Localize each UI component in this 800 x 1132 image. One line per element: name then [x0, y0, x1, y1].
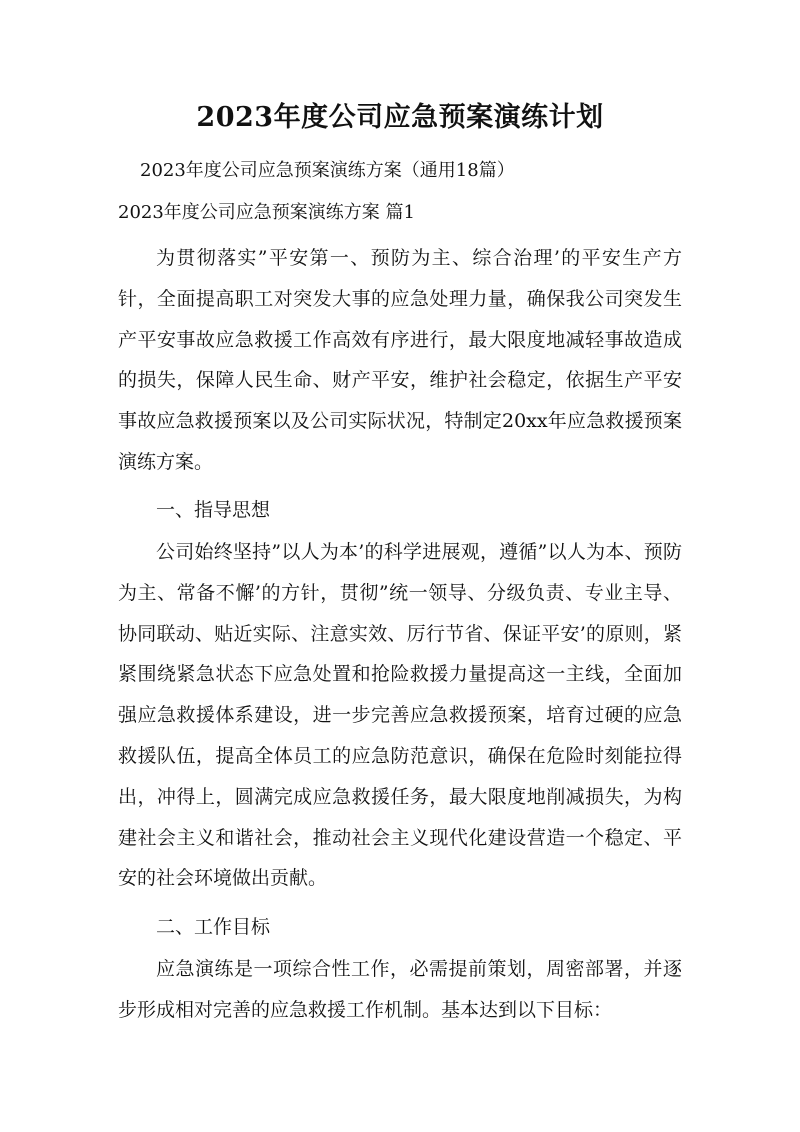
section-heading: 2023年度公司应急预案演练方案 篇1	[118, 202, 415, 223]
document-title: 2023年度公司应急预案演练计划	[196, 102, 604, 133]
document-subtitle: 2023年度公司应急预案演练方案（通用18篇）	[140, 160, 515, 181]
heading-work-goals: 二、工作目标	[156, 916, 271, 938]
paragraph-guiding-ideology: 公司始终坚持”以人为本’的科学进展观，遵循”以人为本、预防为主、常备不懈’的方针，贯彻”统一领导、分级负责、专业主导、协同联动、贴近实际、注意实效、厉行节省、保证平安’的原则，紧紧围绕紧急状态下应急处置和抢险救援力量提高这一主线，全面加强应急救援体系建设，进一步完善应急救援预案，培育过硬的应急救援队伍，提高全体员工的应急防范意识，确保在危险时刻能拉得出，冲得上，圆满完成应急救援任务，最大限度地削减损失，为构建社会主义和谐社会，推动社会主义现代化建设营造一个稳定、平安的社会环境做出贡献。	[118, 541, 682, 890]
heading-guiding-ideology: 一、指导思想	[156, 499, 271, 521]
paragraph-intro: 为贯彻落实”平安第一、预防为主、综合治理’的平安生产方针，全面提高职工对突发大事的应急处理力量，确保我公司突发生产平安事故应急救援工作高效有序进行，最大限度地减轻事故造成的损失，保障人民生命、财产平安，维护社会稳定，依据生产平安事故应急救援预案以及公司实际状况，特制定20xx年应急救援预案演练方案。	[118, 247, 682, 473]
paragraph-work-goals: 应急演练是一项综合性工作，必需提前策划，周密部署，并逐步形成相对完善的应急救援工作机制。基本达到以下目标：	[118, 958, 682, 1021]
